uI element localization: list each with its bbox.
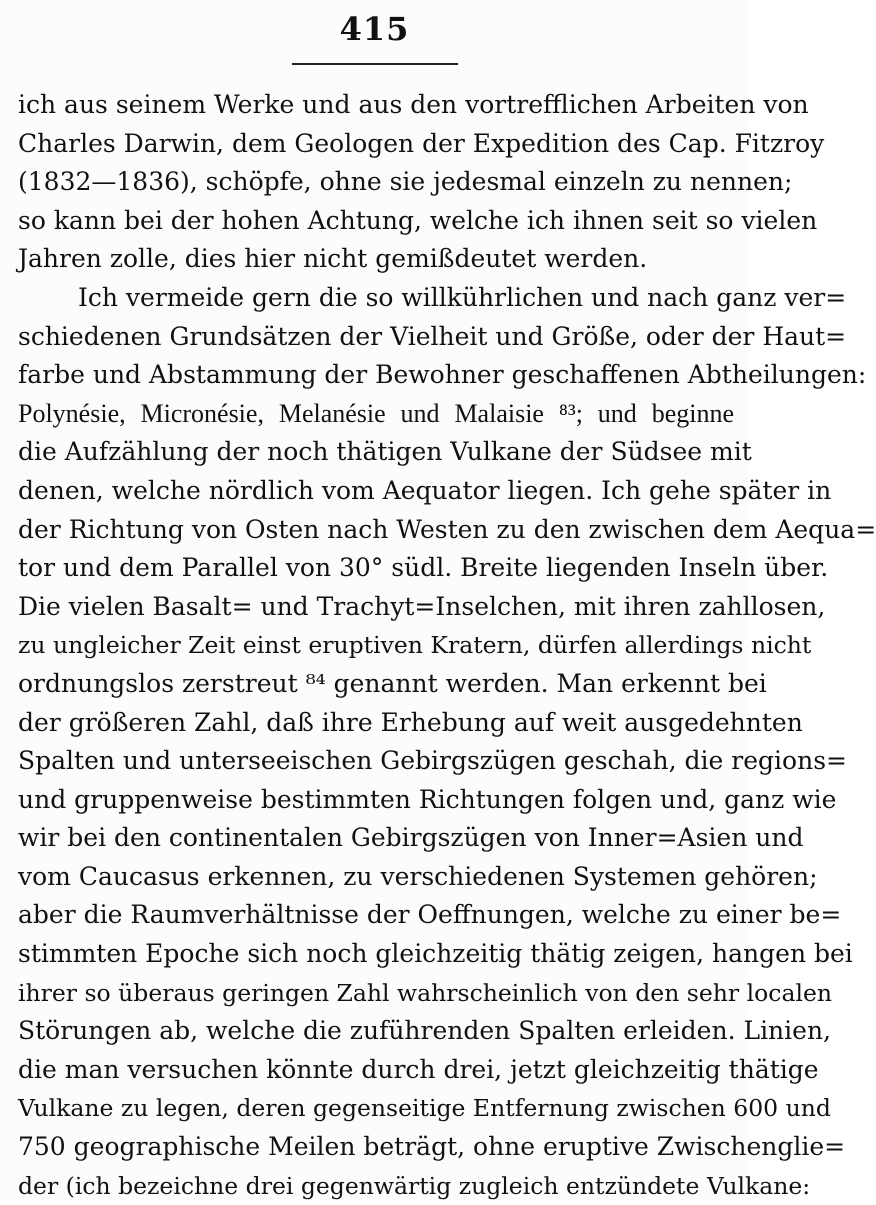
page-number: 415 [339,10,410,48]
text-line: schiedenen Grundsätzen der Vielheit und Größe, oder der Haut= [18,321,847,351]
text-line: stimmten Epoche sich noch gleichzeitig thätig zeigen, hangen bei [18,939,853,969]
text-line: der (ich bezeichne drei gegenwärtig zugleich entzündete Vulkane: [18,1171,811,1200]
text-line: Die vielen Basalt= und Trachyt=Inselchen, mit ihren zahllosen, [18,591,826,621]
body-text [18,86,876,1205]
text-line: Charles Darwin, dem Geologen der Expedition des Cap. Fitzroy [18,128,825,158]
text-line: Ich vermeide gern die so willkührlichen und nach ganz ver= [78,282,847,312]
text-line: der größeren Zahl, daß ihre Erhebung auf weit ausgedehnten [18,707,803,737]
text-line: (1832—1836), schöpfe, ohne sie jedesmal einzeln zu nennen; [18,167,793,197]
text-line: Spalten und unterseeischen Gebirgszügen geschah, die regions= [18,746,847,776]
text-line: denen, welche nördlich vom Aequator liegen. Ich gehe später in [18,475,832,505]
text-line: ich aus seinem Werke und aus den vortrefflichen Arbeiten von [18,90,809,119]
text-line: vom Caucasus erkennen, zu verschiedenen Systemen gehören; [18,861,818,891]
text-line: Polynésie, Micronésie, Melanésie und Malaisie ⁸³; und beginne [18,398,734,428]
text-line: Jahren zolle, dies hier nicht gemißdeutet werden. [18,244,648,274]
text-line: und gruppenweise bestimmten Richtungen folgen und, ganz wie [18,784,837,814]
text-line: so kann bei der hohen Achtung, welche ich ihnen seit so vielen [18,205,818,235]
text-line: farbe und Abstammung der Bewohner geschaffenen Abtheilungen: [18,360,867,390]
text-line: Störungen ab, welche die zuführenden Spalten erleiden. Linien, [18,1016,832,1046]
text-line: die man versuchen könnte durch drei, jetzt gleichzeitig thätige [18,1054,819,1084]
header-rule [292,63,458,65]
text-line: wir bei den continentalen Gebirgszügen von Inner=Asien und [18,823,804,853]
text-line: ihrer so überaus geringen Zahl wahrscheinlich von den sehr localen [18,978,833,1007]
text-line: 750 geographische Meilen beträgt, ohne eruptive Zwischenglie= [18,1132,846,1162]
text-line: zu ungleicher Zeit einst eruptiven Kratern, dürfen allerdings nicht [18,631,812,660]
text-line: der Richtung von Osten nach Westen zu den zwischen dem Aequa= [18,514,876,544]
text-line: aber die Raumverhältnisse der Oeffnungen, welche zu einer be= [18,900,842,930]
text-line: Vulkane zu legen, deren gegenseitige Entfernung zwischen 600 und [18,1094,831,1123]
text-line: ordnungslos zerstreut ⁸⁴ genannt werden. Man erkennt bei [18,668,767,698]
text-line: die Aufzählung der noch thätigen Vulkane der Südsee mit [18,437,752,467]
text-line: tor und dem Parallel von 30° südl. Breite liegenden Inseln über. [18,553,829,583]
